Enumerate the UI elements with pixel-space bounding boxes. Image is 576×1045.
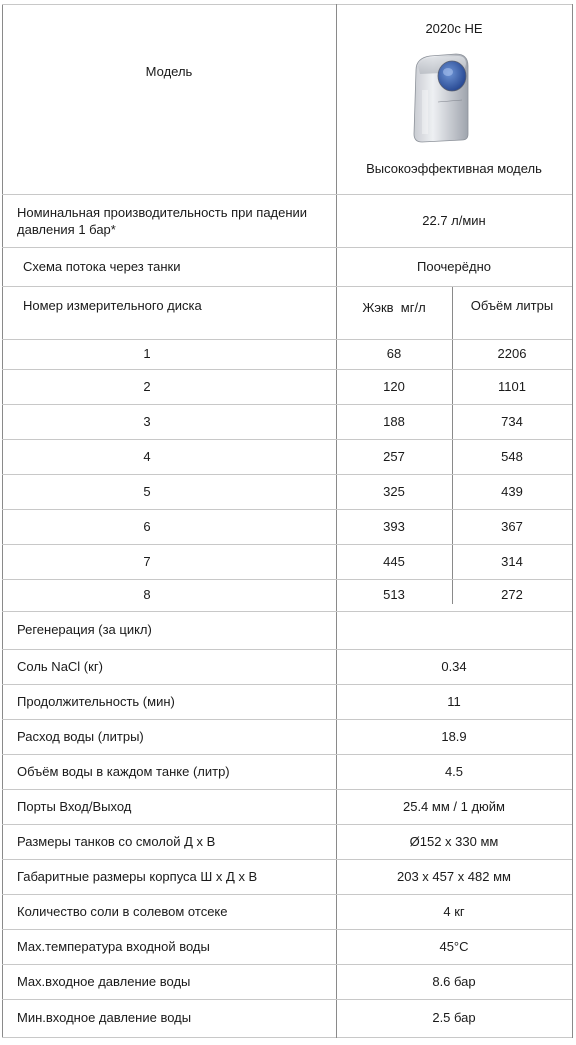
meter-disc: 8 [143,587,151,602]
meter-col-hardness: Жэкв мг/л [362,300,426,315]
spec-value: 4.5 [444,763,464,779]
spec-label: Количество соли в солевом отсеке [17,903,228,919]
meter-volume: 1101 [498,378,526,394]
regeneration-label: Регенерация (за цикл) [17,622,152,637]
meter-volume: 439 [501,483,523,499]
table-border-right [572,4,573,1038]
meter-disc: 2 [143,378,151,394]
spec-label: Габаритные размеры корпуса Ш x Д x В [17,868,258,884]
spec-value: 25.4 мм / 1 дюйм [402,798,505,814]
meter-hardness: 120 [383,378,405,394]
meter-hardness: 257 [383,448,405,464]
meter-disc: 1 [143,346,151,361]
spec-value: 11 [447,693,461,709]
spec-value: 203 x 457 x 482 мм [396,868,511,884]
spec-label: Продолжительность (мин) [17,693,175,709]
meter-hardness: 68 [386,346,402,361]
meter-volume: 314 [501,553,523,569]
meter-volume: 2206 [497,346,527,361]
row-line [2,286,572,287]
meter-hardness: 393 [383,518,405,534]
meter-hardness: 445 [383,553,405,569]
spec-value: 2.5 бар [432,1010,476,1025]
spec-value: 0.34 [441,658,467,674]
meter-hardness: 325 [383,483,405,499]
water-softener-unit-image [408,50,472,144]
meter-disc: 3 [143,413,151,429]
spec-value-capacity: 22.7 л/мин [422,212,486,228]
spec-label: Max.температура входной воды [17,938,210,954]
spec-label: Max.входное давление воды [17,973,191,989]
spec-label-capacity: Номинальная производительность при падении давления 1 бар* [17,204,308,237]
spec-label: Соль NaCl (кг) [17,658,103,674]
spec-label: Расход воды (литры) [17,728,144,744]
model-description: Высокоэффективная модель [366,161,542,176]
meter-disc: 4 [143,448,151,464]
spec-label: Порты Вход/Выход [17,798,132,814]
meter-volume: 272 [501,587,523,602]
spec-label-flow-scheme: Схема потока через танки [23,258,181,274]
meter-disc: 5 [143,483,151,499]
meter-hardness: 513 [383,587,405,602]
spec-value: 45°С [439,938,469,954]
meter-disc: 6 [143,518,151,534]
spec-label: Объём воды в каждом танке (литр) [17,763,230,779]
spec-value: 18.9 [441,728,467,744]
spec-value: 8.6 бар [432,973,476,989]
meter-label: Номер измерительного диска [23,298,202,313]
table-border-bottom [2,1037,572,1038]
spec-value: 4 кг [443,903,465,919]
meter-col-volume: Объём литры [470,298,554,313]
spec-value-flow-scheme: Поочерёдно [417,258,491,274]
model-name: 2020c HE [425,21,483,36]
meter-disc: 7 [143,553,151,569]
spec-label: Размеры танков со смолой Д x В [17,833,216,849]
model-label: Модель [145,64,193,79]
meter-volume: 734 [501,413,523,429]
spec-value: Ø152 x 330 мм [409,833,499,849]
spec-label: Мин.входное давление воды [17,1010,192,1025]
meter-volume: 367 [501,518,523,534]
meter-volume: 548 [501,448,523,464]
meter-hardness: 188 [383,413,405,429]
